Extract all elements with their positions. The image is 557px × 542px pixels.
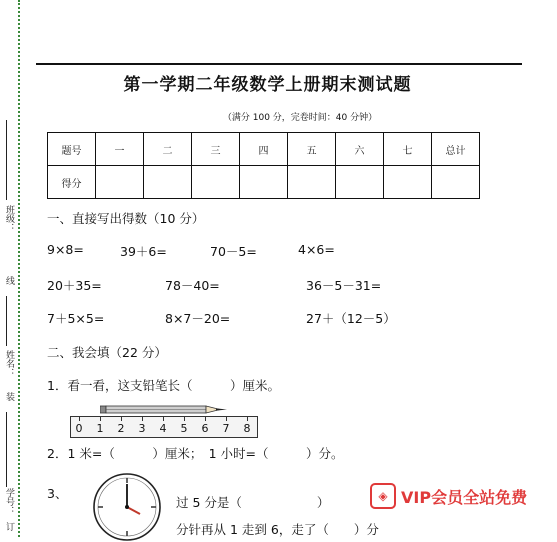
problem: 78－40= — [165, 278, 220, 293]
question-1: 1．看一看，这支铅笔长（ ）厘米。 — [47, 378, 280, 393]
clock-icon — [92, 472, 162, 542]
problem: 7＋5×5= — [47, 311, 105, 326]
question-3-label: 3、 — [47, 486, 68, 501]
score-input-cell[interactable] — [144, 166, 192, 199]
section1-heading: 一、直接写出得数（10 分） — [47, 211, 205, 226]
score-table-cell: 四 — [240, 133, 288, 166]
margin-label-number: 学号： — [4, 488, 14, 515]
score-row-label: 得分 — [48, 166, 96, 199]
ruler-number: 2 — [117, 422, 125, 435]
score-table-header-row — [48, 133, 480, 166]
pencil-image — [100, 405, 228, 414]
ruler-number: 0 — [75, 422, 83, 435]
exam-info: （满分 100 分，完卷时间：40 分钟） — [222, 113, 378, 123]
margin-label-name: 姓名： — [4, 350, 14, 377]
question-3-line2: 分针再从 1 走到 6，走了（ ）分 — [176, 522, 379, 537]
problem: 4×6= — [298, 242, 335, 257]
vip-watermark[interactable] — [370, 482, 527, 510]
page-title: 第一学期二年级数学上册期末测试题 — [123, 75, 412, 95]
score-input-cell[interactable] — [96, 166, 144, 199]
ruler-number: 6 — [201, 422, 209, 435]
ruler-number: 3 — [138, 422, 146, 435]
ruler-number: 5 — [180, 422, 188, 435]
problem: 8×7－20= — [165, 311, 231, 326]
ruler — [70, 416, 258, 438]
margin-rule — [6, 120, 7, 200]
score-table-cell: 一 — [96, 133, 144, 166]
score-input-cell[interactable] — [432, 166, 480, 199]
problem: 9×8= — [47, 242, 84, 257]
header-rule — [36, 63, 522, 65]
ruler-number: 4 — [159, 422, 167, 435]
margin-rule — [6, 412, 7, 487]
score-table-cell: 总计 — [432, 133, 480, 166]
section2-heading: 二、我会填（22 分） — [47, 345, 167, 360]
score-input-cell[interactable] — [288, 166, 336, 199]
score-input-cell[interactable] — [336, 166, 384, 199]
gift-icon: ◈ — [370, 483, 396, 509]
score-table-cell: 七 — [384, 133, 432, 166]
problem: 39＋6= — [120, 244, 167, 259]
score-table — [47, 132, 480, 199]
margin-label-bind: 装 — [4, 392, 14, 401]
problem: 20＋35= — [47, 278, 102, 293]
score-table-cell: 六 — [336, 133, 384, 166]
problem: 70－5= — [210, 244, 257, 259]
score-input-cell[interactable] — [240, 166, 288, 199]
question-2: 2．1 米=（ ）厘米； 1 小时=（ ）分。 — [47, 446, 344, 461]
ruler-number: 7 — [222, 422, 230, 435]
margin-rule — [6, 296, 7, 346]
score-table-cell: 五 — [288, 133, 336, 166]
score-table-cell: 三 — [192, 133, 240, 166]
question-3-line1: 过 5 分是（ ） — [176, 495, 330, 510]
score-input-cell[interactable] — [384, 166, 432, 199]
score-input-cell[interactable] — [192, 166, 240, 199]
problem: 27＋（12－5） — [306, 311, 396, 326]
margin-label-staple: 订 — [4, 522, 14, 531]
ruler-number: 1 — [96, 422, 104, 435]
margin-label-line: 线 — [4, 276, 14, 285]
problem: 36－5－31= — [306, 278, 382, 293]
vip-watermark-text: VIP会员全站免费 — [401, 487, 528, 507]
ruler-number: 8 — [243, 422, 251, 435]
score-table-score-row — [48, 166, 480, 199]
score-table-cell: 题号 — [48, 133, 96, 166]
margin-label-class: 班级： — [4, 205, 14, 232]
score-table-cell: 二 — [144, 133, 192, 166]
